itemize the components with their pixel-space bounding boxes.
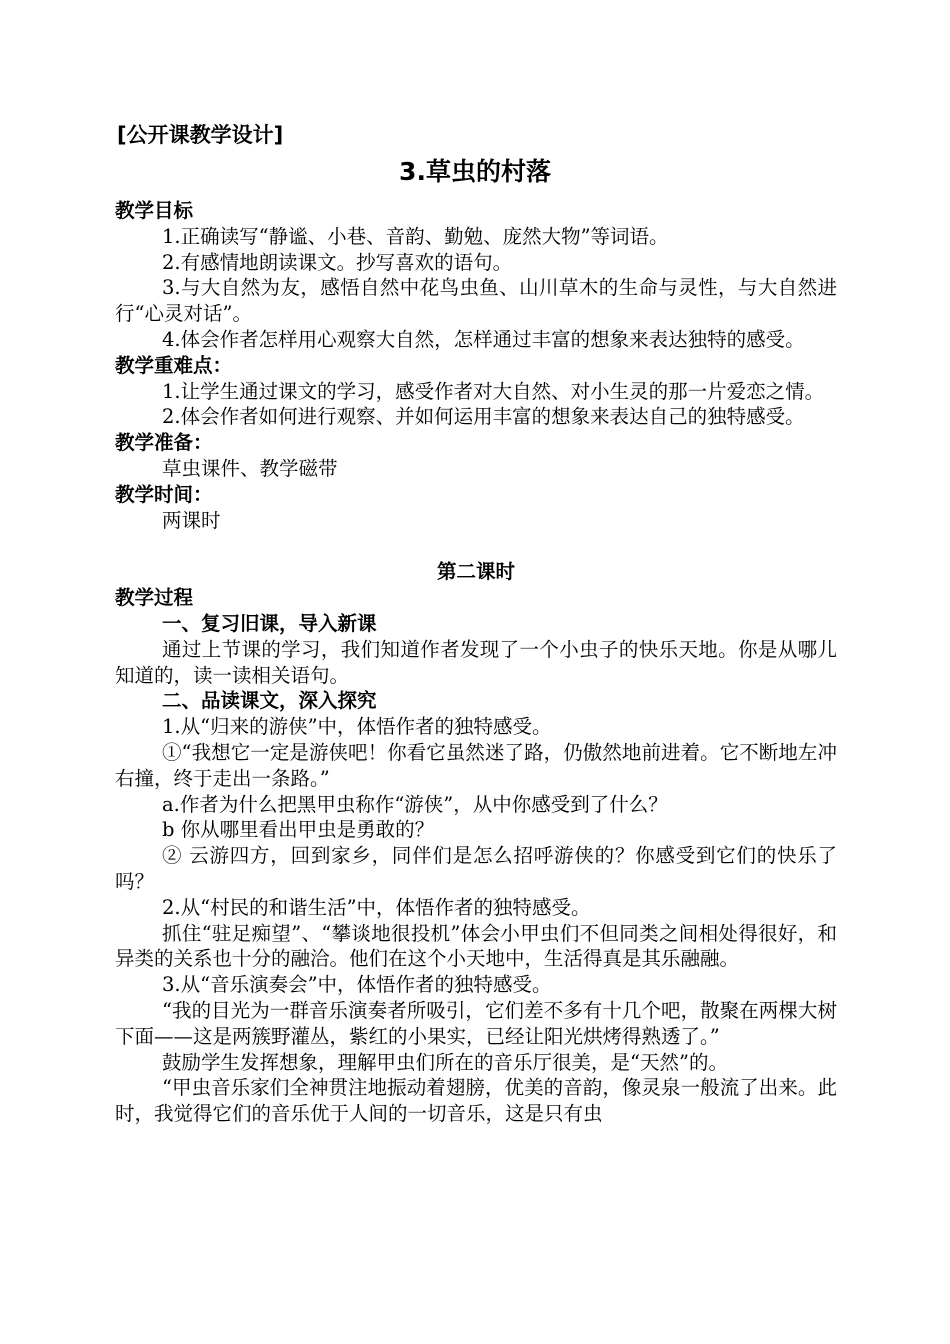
paragraph: ② 云游四方，回到家乡，同伴们是怎么招呼游侠的？你感受到它们的快乐了吗？ bbox=[115, 844, 837, 893]
preparation-text: 草虫课件、教学磁带 bbox=[162, 456, 338, 480]
key-point-item: 2.体会作者如何进行观察、并如何运用丰富的想象来表达自己的独特感受。 bbox=[162, 405, 805, 429]
preparation-heading: 教学准备： bbox=[115, 431, 213, 455]
paragraph: 2.从“村民的和谐生活”中，体悟作者的独特感受。 bbox=[162, 895, 591, 919]
paragraph: 鼓励学生发挥想象，理解甲虫们所在的音乐厅很美，是“天然”的。 bbox=[162, 1050, 728, 1074]
process-heading: 教学过程 bbox=[115, 586, 194, 610]
key-point-item: 1.让学生通过课文的学习，感受作者对大自然、对小生灵的那一片爱恋之情。 bbox=[162, 379, 825, 403]
paragraph: a.作者为什么把黑甲虫称作“游侠”，从中你感受到了什么？ bbox=[162, 792, 668, 816]
paragraph: b 你从哪里看出甲虫是勇敢的？ bbox=[162, 818, 435, 842]
paragraph: 通过上节课的学习，我们知道作者发现了一个小虫子的快乐天地。你是从哪儿知道的，读一读相关语句。 bbox=[115, 637, 837, 687]
time-heading: 教学时间： bbox=[115, 482, 213, 506]
paragraph: 1.从“归来的游侠”中，体悟作者的独特感受。 bbox=[162, 715, 552, 739]
lesson-heading: 第二课时 bbox=[436, 560, 515, 584]
paragraph: “我的目光为一群音乐演奏者所吸引，它们差不多有十几个吧，散聚在两棵大树下面——这是两簇野灌丛，紫红的小果实，已经让阳光烘烤得熟透了。” bbox=[115, 998, 837, 1048]
key-points-heading: 教学重难点： bbox=[115, 353, 233, 377]
step-heading: 二、品读课文，深入探究 bbox=[162, 689, 377, 713]
document-title: 3.草虫的村落 bbox=[399, 157, 551, 186]
paragraph: 3.从“音乐演奏会”中，体悟作者的独特感受。 bbox=[162, 973, 552, 997]
goal-item: 4.体会作者怎样用心观察大自然，怎样通过丰富的想象来表达独特的感受。 bbox=[162, 327, 805, 351]
document-tag: [公开课教学设计] bbox=[117, 123, 284, 147]
document-body bbox=[115, 198, 837, 1127]
goal-item: 2.有感情地朗读课文。抄写喜欢的语句。 bbox=[162, 250, 513, 274]
paragraph: 抓住“驻足痴望”、“攀谈地很投机”体会小甲虫们不但同类之间相处得很好，和异类的关系也十分的融洽。他们在这个小天地中，生活得真是其乐融融。 bbox=[115, 921, 837, 971]
goal-item: 3.与大自然为友，感悟自然中花鸟虫鱼、山川草木的生命与灵性，与大自然进行“心灵对话”。 bbox=[115, 276, 837, 326]
paragraph: ①“我想它一定是游侠吧！你看它虽然迷了路，仍傲然地前进着。它不断地左冲右撞，终于走出一条路。” bbox=[115, 740, 837, 790]
goal-item: 1.正确读写“静谧、小巷、音韵、勤勉、庞然大物”等词语。 bbox=[162, 224, 669, 248]
goals-heading: 教学目标 bbox=[115, 199, 194, 222]
time-text: 两课时 bbox=[162, 508, 221, 532]
step-heading: 一、复习旧课，导入新课 bbox=[162, 611, 377, 635]
paragraph: “甲虫音乐家们全神贯注地振动着翅膀，优美的音韵，像灵泉一般流了出来。此时，我觉得它们的音乐优于人间的一切音乐，这是只有虫 bbox=[115, 1076, 837, 1126]
